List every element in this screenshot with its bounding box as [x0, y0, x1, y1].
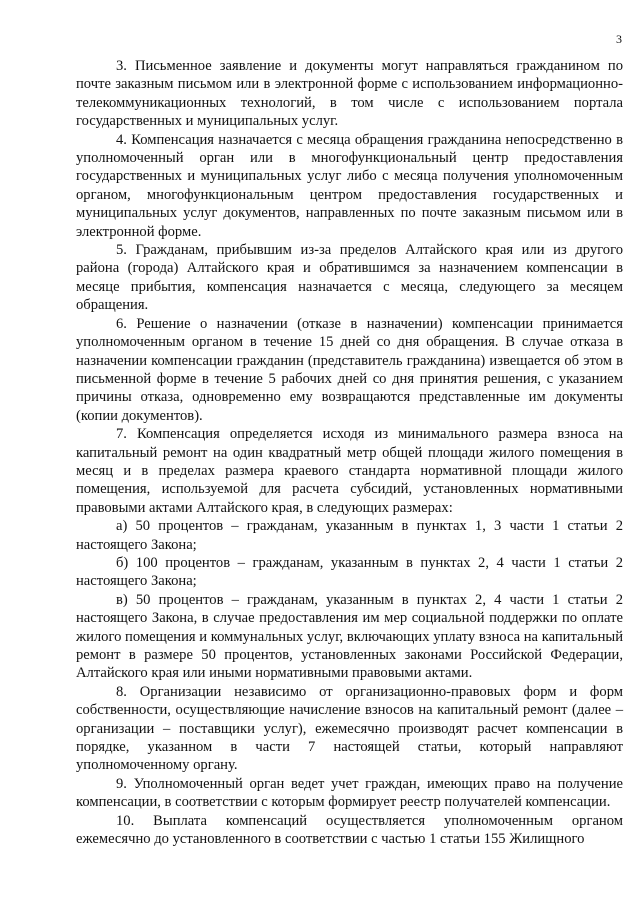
paragraph-6-decision: 6. Решение о назначении (отказе в назначении) компенсации принимается уполномоченным органом в течение 15 дней со дня обращения. В случае отказа в назначении компенсации гражданин (представитель гражданина) извещается об этом в письменной форме в течение 5 рабочих дней со дня принятия решения, с указанием причины отказа, одновременно ему возвращаются представленные им документы (копии документов). [76, 315, 623, 424]
paragraph-7c: в) 50 процентов – гражданам, указанным в пунктах 2, 4 части 1 статьи 2 настоящего Закона, в случае предоставления им мер социальной поддержки по оплате жилого помещения и коммунальных услуг, включающих уплату взноса на капитальный ремонт в размере 50 процентов, установленных законами Российской Федерации, Алтайского края или иными нормативными правовыми актами. [76, 591, 623, 682]
paragraph-10-payment: 10. Выплата компенсаций осуществляется уполномоченным органом ежемесячно до установленного в соответствии с частью 1 статьи 155 Жилищного [76, 812, 623, 848]
page-number: 3 [616, 32, 622, 46]
paragraph-3-submission: 3. Письменное заявление и документы могут направляться гражданином по почте заказным письмом или в электронной форме с использованием информационно-телекоммуникационных технологий, в том числе с использованием портала государственных и муниципальных услуг. [76, 58, 623, 130]
paragraph-7-amount: 7. Компенсация определяется исходя из минимального размера взноса на капитальный ремонт на один квадратный метр общей площади жилого помещения в месяц и в пределах размера краевого стандарта нормативной площади жилого помещения, используемой для расчета субсидий, установленных нормативными правовыми актами Алтайского края, в следующих размерах: [76, 426, 623, 516]
paragraph-8-organizations: 8. Организации независимо от организационно-правовых форм и форм собственности, осуществляющие начисление взносов на капитальный ремонт (далее – организации – поставщики услуг), ежемесячно производят расчет компенсации в порядке, указанном в части 7 настоящей статьи, который направляют уполномоченному органу. [76, 683, 623, 774]
paragraph-5-arrivals: 5. Гражданам, прибывшим из-за пределов Алтайского края или из другого района (города) Алтайского края и обратившимся за назначением компенсации в месяце прибытия, компенсация назначается с месяца, следующего за месяцем обращения. [76, 242, 623, 314]
paragraph-7b: б) 100 процентов – гражданам, указанным в пунктах 2, 4 части 1 статьи 2 настоящего Закона; [76, 554, 623, 590]
document-body [76, 57, 623, 848]
paragraph-4-assignment-date: 4. Компенсация назначается с месяца обращения гражданина непосредственно в уполномоченный орган или в многофункциональный центр предоставления государственных и муниципальных услуг либо с месяца получения уполномоченным органом, многофункциональным центром предоставления государственных и муниципальных услуг документов, направленных по почте заказным письмом или в электронной форме. [76, 131, 623, 240]
paragraph-7a: а) 50 процентов – гражданам, указанным в пунктах 1, 3 части 1 статьи 2 настоящего Закона; [76, 518, 623, 553]
paragraph-9-registry: 9. Уполномоченный орган ведет учет граждан, имеющих право на получение компенсации, в соответствии с которым формирует реестр получателей компенсации. [76, 775, 623, 811]
